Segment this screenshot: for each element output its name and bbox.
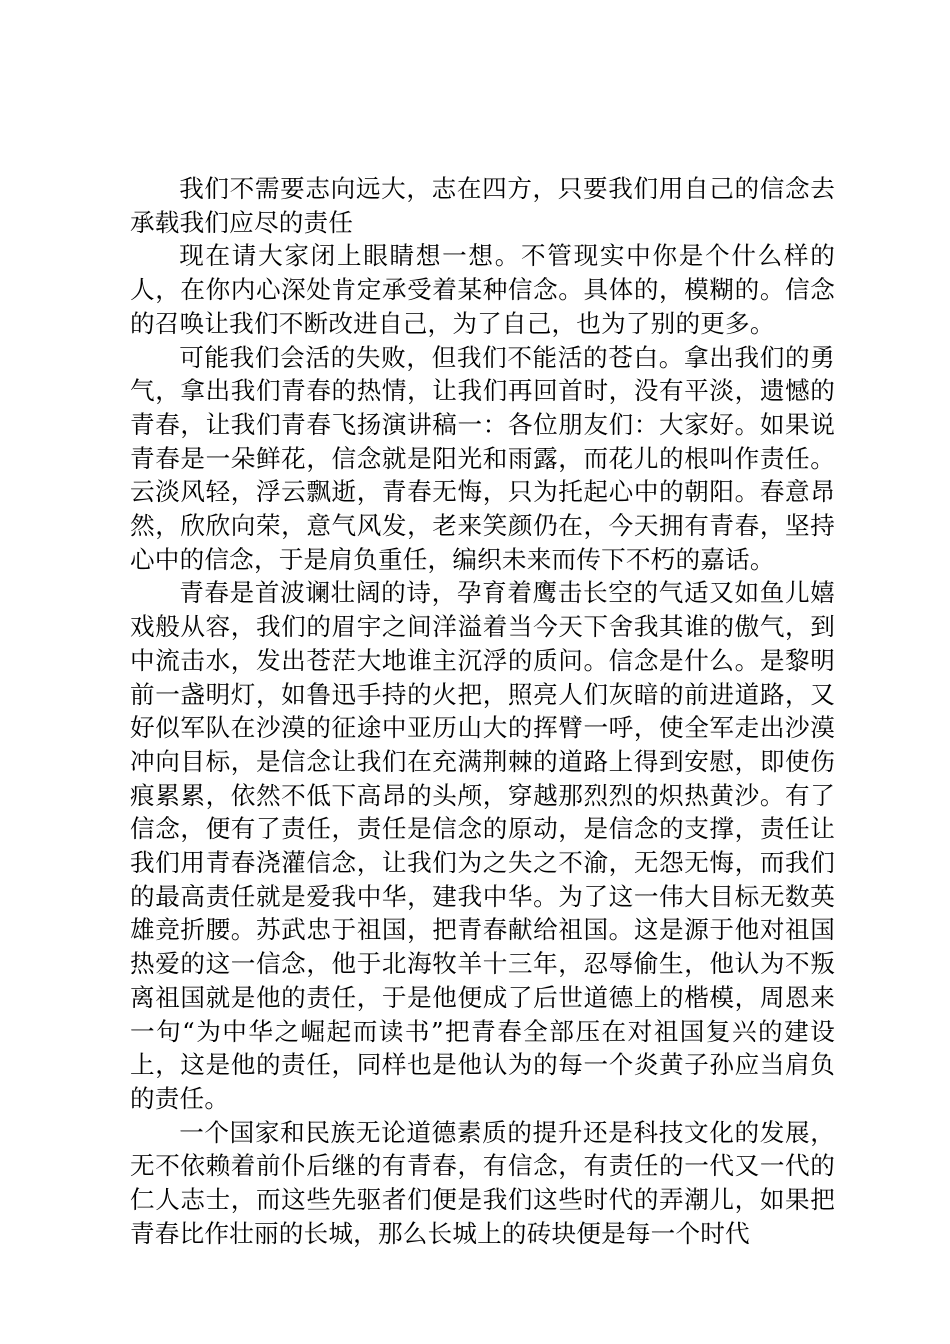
paragraph: 可能我们会活的失败，但我们不能活的苍白。拿出我们的勇气，拿出我们青春的热情，让我们再回首时，没有平淡，遗憾的青春，让我们青春飞扬演讲稿一：各位朋友们：大家好。如果说青春是一朵鲜花，信念就是阳光和雨露，而花儿的根叫作责任。云淡风轻，浮云飘逝，青春无悔，只为托起心中的朝阳。春意昂然，欣欣向荣，意气风发，老来笑颜仍在，今天拥有青春，坚持心中的信念，于是肩负重任，编织未来而传下不朽的嘉话。 bbox=[130, 342, 835, 574]
document-body bbox=[130, 172, 835, 1251]
paragraph: 现在请大家闭上眼睛想一想。不管现实中你是个什么样的人，在你内心深处肯定承受着某种信念。具体的，模糊的。信念的召唤让我们不断改进自己，为了自己，也为了别的更多。 bbox=[130, 241, 835, 338]
paragraph: 青春是首波谰壮阔的诗，孕育着鹰击长空的气适又如鱼儿嬉戏般从容，我们的眉宇之间洋溢着当今天下舍我其谁的傲气，到中流击水，发出苍茫大地谁主沉浮的质问。信念是什么。是黎明前一盏明灯，如鲁迅手持的火把，照亮人们灰暗的前进道路，又好似军队在沙漠的征途中亚历山大的挥臂一呼，使全军走出沙漠冲向目标，是信念让我们在充满荆棘的道路上得到安慰，即使伤痕累累，依然不低下高昂的头颅，穿越那烈烈的炽热黄沙。有了信念，便有了责任，责任是信念的原动，是信念的支撑，责任让我们用青春浇灌信念，让我们为之失之不渝，无怨无悔，而我们的最高责任就是爱我中华，建我中华。为了这一伟大目标无数英雄竞折腰。苏武忠于祖国，把青春献给祖国。这是源于他对祖国热爱的这一信念，他于北海牧羊十三年，忍辱偷生，他认为不叛离祖国就是他的责任，于是他便成了后世道德上的楷模，周恩来一句“为中华之崛起而读书”把青春全部压在对祖国复兴的建设上，这是他的责任，同样也是他认为的每一个炎黄子孙应当肩负的责任。 bbox=[130, 578, 835, 1113]
paragraph: 一个国家和民族无论道德素质的提升还是科技文化的发展，无不依赖着前仆后继的有青春，有信念，有责任的一代又一代的仁人志士，而这些先驱者们便是我们这些时代的弄潮儿，如果把青春比作壮丽的长城，那么长城上的砖块便是每一个时代 bbox=[130, 1117, 835, 1248]
paragraph: 我们不需要志向远大，志在四方，只要我们用自己的信念去承载我们应尽的责任 bbox=[130, 174, 835, 237]
